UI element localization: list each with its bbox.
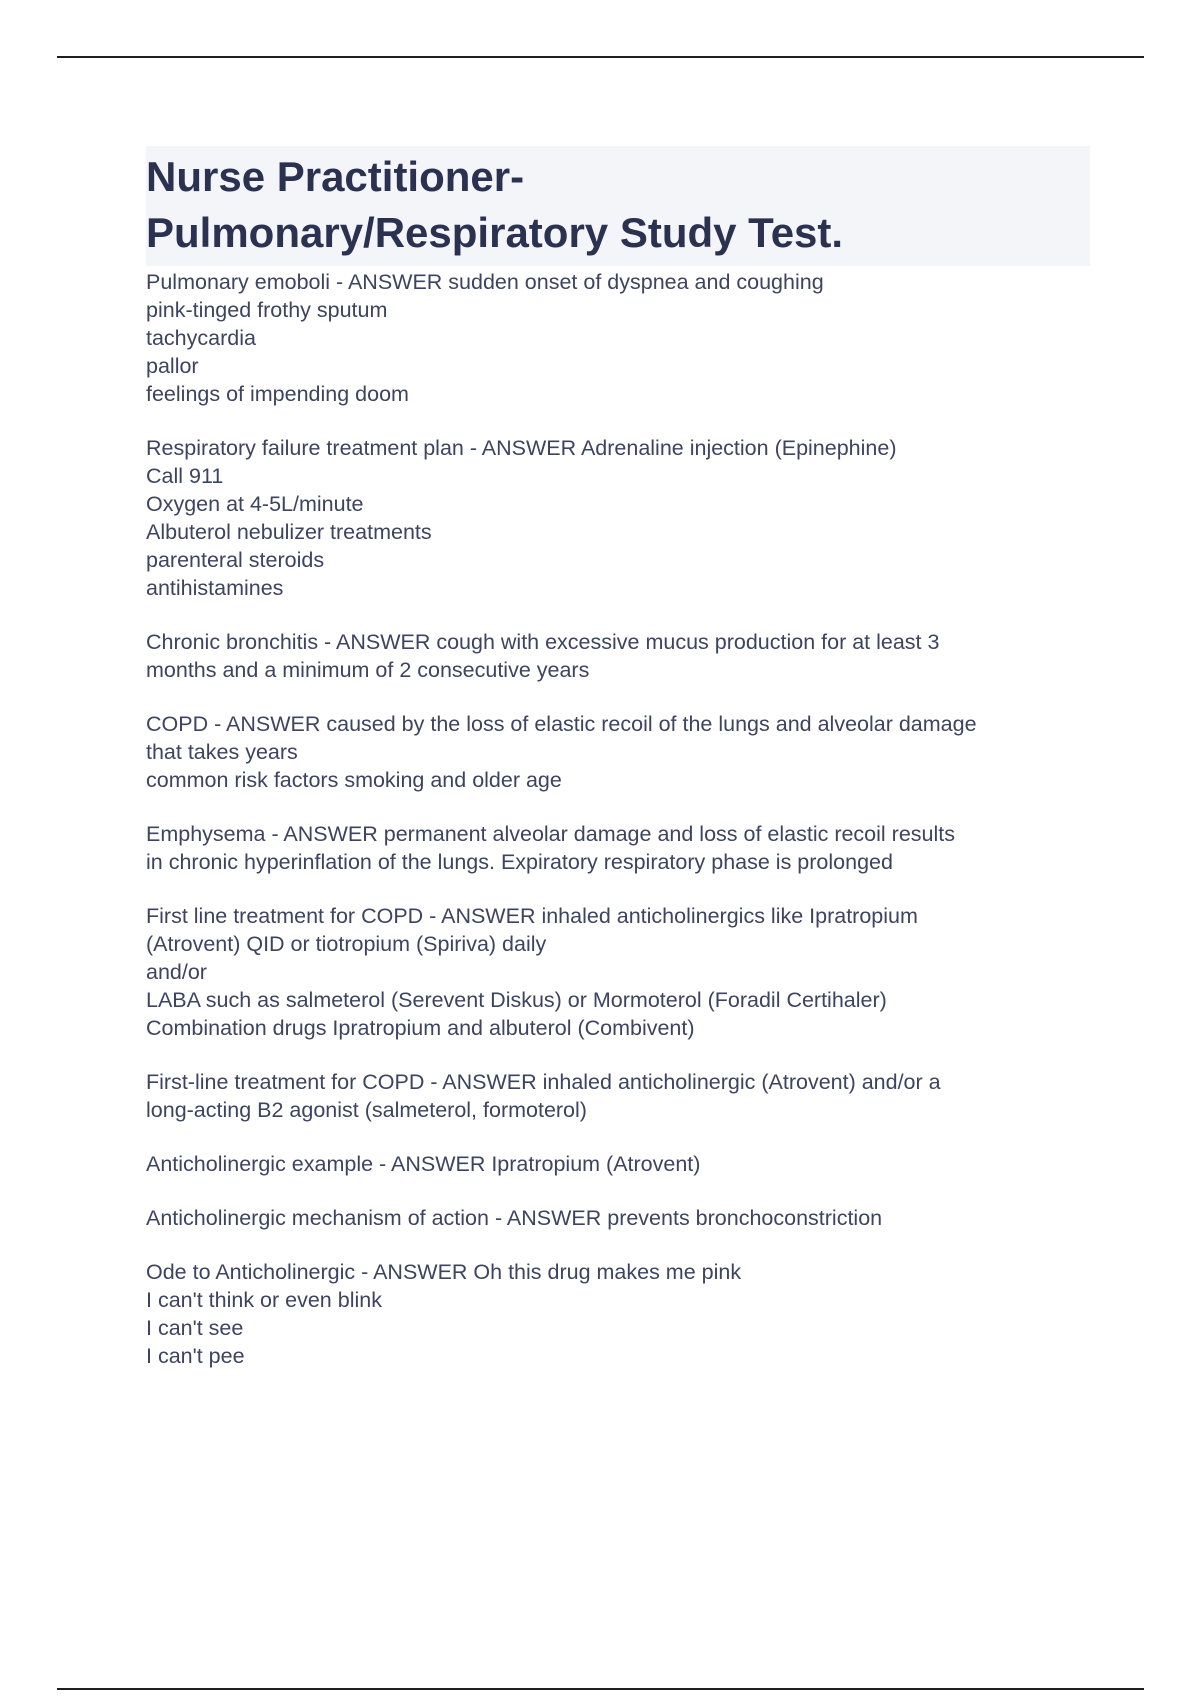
qa-question-line: Pulmonary emoboli - ANSWER sudden onset of dyspnea and coughing (146, 270, 824, 294)
qa-item (146, 434, 1090, 602)
qa-list (146, 268, 1090, 1370)
qa-answer-line: common risk factors smoking and older age (146, 768, 562, 792)
qa-item (146, 710, 1090, 794)
qa-item (146, 628, 1090, 684)
qa-answer-line: parenteral steroids (146, 548, 325, 572)
qa-answer-line: and/or (146, 960, 207, 984)
qa-question-line: Anticholinergic mechanism of action - ANSWER prevents bronchoconstriction (146, 1206, 883, 1230)
document-body (146, 146, 1090, 1396)
qa-answer-line: that takes years (146, 740, 298, 764)
qa-question-line: COPD - ANSWER caused by the loss of elastic recoil of the lungs and alveolar damage (146, 712, 977, 736)
qa-item (146, 1204, 1090, 1232)
qa-answer-line: Combination drugs Ipratropium and albuterol (Combivent) (146, 1016, 695, 1040)
qa-answer-line: pink-tinged frothy sputum (146, 298, 388, 322)
qa-answer-line: (Atrovent) QID or tiotropium (Spiriva) daily (146, 932, 547, 956)
document-title: Nurse Practitioner-Pulmonary/Respiratory Study Test. (146, 153, 844, 256)
qa-answer-line: long-acting B2 agonist (salmeterol, formoterol) (146, 1098, 587, 1122)
qa-answer-line: I can't pee (146, 1344, 245, 1368)
qa-answer-line: tachycardia (146, 326, 256, 350)
qa-answer-line: months and a minimum of 2 consecutive years (146, 658, 590, 682)
qa-answer-line: Albuterol nebulizer treatments (146, 520, 432, 544)
qa-question-line: Emphysema - ANSWER permanent alveolar damage and loss of elastic recoil results (146, 822, 955, 846)
qa-answer-line: I can't see (146, 1316, 244, 1340)
qa-question-line: Chronic bronchitis - ANSWER cough with excessive mucus production for at least 3 (146, 630, 940, 654)
qa-answer-line: in chronic hyperinflation of the lungs. Expiratory respiratory phase is prolonged (146, 850, 893, 874)
qa-item (146, 820, 1090, 876)
qa-question-line: Respiratory failure treatment plan - ANSWER Adrenaline injection (Epinephine) (146, 436, 897, 460)
qa-question-line: First-line treatment for COPD - ANSWER inhaled anticholinergic (Atrovent) and/or a (146, 1070, 941, 1094)
qa-item (146, 1150, 1090, 1178)
qa-item (146, 1258, 1090, 1370)
qa-answer-line: LABA such as salmeterol (Serevent Diskus) or Mormoterol (Foradil Certihaler) (146, 988, 887, 1012)
qa-answer-line: I can't think or even blink (146, 1288, 382, 1312)
qa-answer-line: pallor (146, 354, 199, 378)
qa-question-line: First line treatment for COPD - ANSWER inhaled anticholinergics like Ipratropium (146, 904, 918, 928)
bottom-rule (57, 1688, 1144, 1690)
qa-question-line: Anticholinergic example - ANSWER Ipratropium (Atrovent) (146, 1152, 701, 1176)
qa-answer-line: Call 911 (146, 464, 224, 488)
qa-answer-line: Oxygen at 4-5L/minute (146, 492, 364, 516)
qa-answer-line: antihistamines (146, 576, 284, 600)
qa-answer-line: feelings of impending doom (146, 382, 409, 406)
qa-item (146, 1068, 1090, 1124)
title-block (146, 146, 1090, 266)
qa-question-line: Ode to Anticholinergic - ANSWER Oh this drug makes me pink (146, 1260, 742, 1284)
top-rule (57, 56, 1144, 58)
qa-item (146, 902, 1090, 1042)
qa-item (146, 268, 1090, 408)
